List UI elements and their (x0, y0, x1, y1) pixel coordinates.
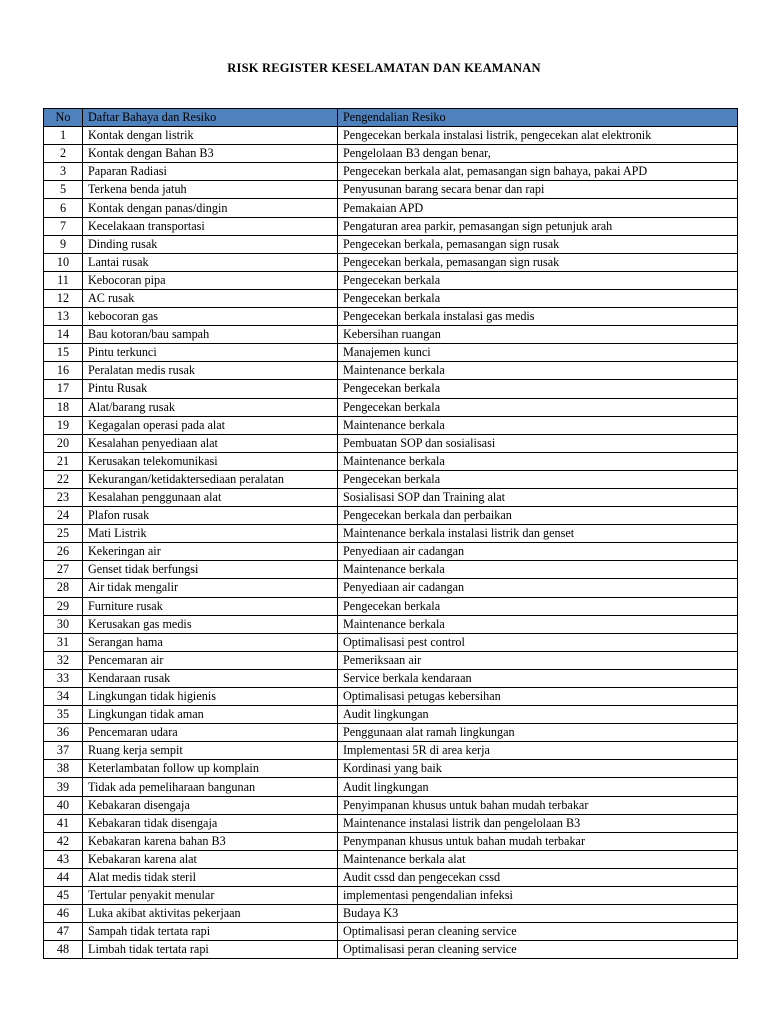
cell-no: 32 (44, 651, 83, 669)
table-row (44, 742, 738, 760)
cell-no: 14 (44, 326, 83, 344)
cell-hazard: Peralatan medis rusak (83, 362, 338, 380)
cell-no: 22 (44, 470, 83, 488)
table-row (44, 724, 738, 742)
cell-control: Pengecekan berkala instalasi listrik, pengecekan alat elektronik (338, 127, 738, 145)
cell-hazard: Mati Listrik (83, 525, 338, 543)
cell-control: Pengaturan area parkir, pemasangan sign petunjuk arah (338, 217, 738, 235)
cell-hazard: Kerusakan telekomunikasi (83, 452, 338, 470)
cell-no: 38 (44, 760, 83, 778)
cell-no: 47 (44, 923, 83, 941)
cell-hazard: Kebocoran pipa (83, 271, 338, 289)
cell-control: Pengecekan berkala, pemasangan sign rusak (338, 235, 738, 253)
table-row (44, 579, 738, 597)
cell-control: Penggunaan alat ramah lingkungan (338, 724, 738, 742)
cell-hazard: Kebakaran disengaja (83, 796, 338, 814)
cell-hazard: Tidak ada pemeliharaan bangunan (83, 778, 338, 796)
table-row (44, 706, 738, 724)
cell-control: Pengecekan berkala dan perbaikan (338, 507, 738, 525)
table-row (44, 796, 738, 814)
cell-no: 25 (44, 525, 83, 543)
cell-hazard: Pintu terkunci (83, 344, 338, 362)
cell-hazard: Lantai rusak (83, 253, 338, 271)
table-row (44, 326, 738, 344)
cell-control: Maintenance berkala (338, 452, 738, 470)
cell-hazard: Kebakaran tidak disengaja (83, 814, 338, 832)
cell-no: 41 (44, 814, 83, 832)
cell-hazard: Kesalahan penyediaan alat (83, 434, 338, 452)
cell-control: Pengecekan berkala (338, 470, 738, 488)
cell-hazard: Lingkungan tidak higienis (83, 688, 338, 706)
cell-no: 6 (44, 199, 83, 217)
cell-hazard: Dinding rusak (83, 235, 338, 253)
cell-no: 28 (44, 579, 83, 597)
table-row (44, 217, 738, 235)
cell-hazard: Kekeringan air (83, 543, 338, 561)
table-row (44, 561, 738, 579)
cell-hazard: Pencemaran air (83, 651, 338, 669)
cell-control: Penyediaan air cadangan (338, 579, 738, 597)
cell-hazard: Ruang kerja sempit (83, 742, 338, 760)
table-row (44, 416, 738, 434)
cell-no: 26 (44, 543, 83, 561)
cell-hazard: Kendaraan rusak (83, 669, 338, 687)
table-row (44, 488, 738, 506)
table-row (44, 543, 738, 561)
table-row (44, 145, 738, 163)
cell-hazard: Kebakaran karena bahan B3 (83, 832, 338, 850)
cell-control: Maintenance berkala alat (338, 850, 738, 868)
cell-hazard: Furniture rusak (83, 597, 338, 615)
cell-control: Pemeriksaan air (338, 651, 738, 669)
cell-hazard: Luka akibat aktivitas pekerjaan (83, 905, 338, 923)
table-row (44, 778, 738, 796)
cell-no: 15 (44, 344, 83, 362)
table-body (44, 127, 738, 959)
cell-control: Maintenance berkala (338, 362, 738, 380)
cell-control: Pengecekan berkala (338, 380, 738, 398)
table-row (44, 398, 738, 416)
cell-no: 21 (44, 452, 83, 470)
cell-control: Optimalisasi pest control (338, 633, 738, 651)
table-row (44, 308, 738, 326)
column-header-control: Pengendalian Resiko (338, 109, 738, 127)
cell-control: implementasi pengendalian infeksi (338, 887, 738, 905)
table-row (44, 651, 738, 669)
cell-no: 10 (44, 253, 83, 271)
cell-no: 46 (44, 905, 83, 923)
cell-hazard: Kontak dengan Bahan B3 (83, 145, 338, 163)
cell-no: 19 (44, 416, 83, 434)
cell-no: 36 (44, 724, 83, 742)
column-header-no: No (44, 109, 83, 127)
table-row (44, 452, 738, 470)
table-row (44, 163, 738, 181)
table-row (44, 507, 738, 525)
cell-control: Pengecekan berkala, pemasangan sign rusak (338, 253, 738, 271)
cell-control: Optimalisasi peran cleaning service (338, 923, 738, 941)
cell-no: 34 (44, 688, 83, 706)
cell-no: 27 (44, 561, 83, 579)
table-row (44, 832, 738, 850)
cell-no: 30 (44, 615, 83, 633)
cell-hazard: Alat/barang rusak (83, 398, 338, 416)
table-row (44, 235, 738, 253)
table-header-row (44, 109, 738, 127)
table-row (44, 380, 738, 398)
cell-no: 7 (44, 217, 83, 235)
table-row (44, 633, 738, 651)
cell-no: 44 (44, 868, 83, 886)
cell-no: 33 (44, 669, 83, 687)
cell-no: 35 (44, 706, 83, 724)
cell-control: Pengecekan berkala (338, 289, 738, 307)
cell-control: Pengecekan berkala (338, 398, 738, 416)
table-row (44, 814, 738, 832)
cell-control: Kordinasi yang baik (338, 760, 738, 778)
cell-control: Optimalisasi petugas kebersihan (338, 688, 738, 706)
page-title: RISK REGISTER KESELAMATAN DAN KEAMANAN (227, 61, 541, 75)
cell-hazard: Kontak dengan listrik (83, 127, 338, 145)
cell-no: 43 (44, 850, 83, 868)
cell-no: 1 (44, 127, 83, 145)
cell-hazard: kebocoran gas (83, 308, 338, 326)
cell-hazard: AC rusak (83, 289, 338, 307)
cell-hazard: Kesalahan penggunaan alat (83, 488, 338, 506)
cell-hazard: Kegagalan operasi pada alat (83, 416, 338, 434)
table-row (44, 760, 738, 778)
table-row (44, 181, 738, 199)
table-row (44, 868, 738, 886)
cell-control: Budaya K3 (338, 905, 738, 923)
table-row (44, 615, 738, 633)
cell-hazard: Paparan Radiasi (83, 163, 338, 181)
table-row (44, 688, 738, 706)
cell-hazard: Pintu Rusak (83, 380, 338, 398)
risk-register-table (43, 108, 738, 959)
table-row (44, 253, 738, 271)
table-row (44, 850, 738, 868)
table-row (44, 597, 738, 615)
cell-control: Maintenance berkala instalasi listrik dan genset (338, 525, 738, 543)
cell-control: Pengecekan berkala (338, 597, 738, 615)
cell-no: 12 (44, 289, 83, 307)
cell-control: Optimalisasi peran cleaning service (338, 941, 738, 959)
cell-control: Audit cssd dan pengecekan cssd (338, 868, 738, 886)
cell-control: Penyediaan air cadangan (338, 543, 738, 561)
cell-hazard: Kontak dengan panas/dingin (83, 199, 338, 217)
table-row (44, 470, 738, 488)
cell-no: 42 (44, 832, 83, 850)
cell-no: 29 (44, 597, 83, 615)
table-row (44, 905, 738, 923)
cell-control: Maintenance berkala (338, 561, 738, 579)
cell-hazard: Pencemaran udara (83, 724, 338, 742)
cell-hazard: Tertular penyakit menular (83, 887, 338, 905)
cell-hazard: Kekurangan/ketidaktersediaan peralatan (83, 470, 338, 488)
cell-no: 45 (44, 887, 83, 905)
table-row (44, 271, 738, 289)
cell-hazard: Sampah tidak tertata rapi (83, 923, 338, 941)
cell-control: Penympanan khusus untuk bahan mudah terbakar (338, 832, 738, 850)
cell-control: Pembuatan SOP dan sosialisasi (338, 434, 738, 452)
column-header-hazard: Daftar Bahaya dan Resiko (83, 109, 338, 127)
cell-no: 48 (44, 941, 83, 959)
cell-no: 16 (44, 362, 83, 380)
table-row (44, 525, 738, 543)
cell-hazard: Bau kotoran/bau sampah (83, 326, 338, 344)
cell-control: Maintenance berkala (338, 416, 738, 434)
cell-control: Audit lingkungan (338, 778, 738, 796)
cell-no: 20 (44, 434, 83, 452)
cell-control: Penyusunan barang secara benar dan rapi (338, 181, 738, 199)
cell-no: 23 (44, 488, 83, 506)
cell-control: Pengecekan berkala instalasi gas medis (338, 308, 738, 326)
cell-hazard: Kebakaran karena alat (83, 850, 338, 868)
cell-no: 24 (44, 507, 83, 525)
cell-control: Audit lingkungan (338, 706, 738, 724)
cell-control: Manajemen kunci (338, 344, 738, 362)
cell-no: 37 (44, 742, 83, 760)
table-row (44, 344, 738, 362)
cell-hazard: Plafon rusak (83, 507, 338, 525)
cell-hazard: Lingkungan tidak aman (83, 706, 338, 724)
table-row (44, 434, 738, 452)
table-row (44, 362, 738, 380)
cell-control: Service berkala kendaraan (338, 669, 738, 687)
cell-no: 11 (44, 271, 83, 289)
table-row (44, 941, 738, 959)
table-row (44, 289, 738, 307)
cell-no: 5 (44, 181, 83, 199)
cell-hazard: Kecelakaan transportasi (83, 217, 338, 235)
cell-control: Pengelolaan B3 dengan benar, (338, 145, 738, 163)
cell-control: Penyimpanan khusus untuk bahan mudah terbakar (338, 796, 738, 814)
table-row (44, 887, 738, 905)
cell-no: 31 (44, 633, 83, 651)
table-row (44, 923, 738, 941)
cell-hazard: Terkena benda jatuh (83, 181, 338, 199)
cell-control: Pengecekan berkala (338, 271, 738, 289)
cell-control: Pengecekan berkala alat, pemasangan sign bahaya, pakai APD (338, 163, 738, 181)
cell-hazard: Serangan hama (83, 633, 338, 651)
table-row (44, 669, 738, 687)
cell-no: 40 (44, 796, 83, 814)
cell-hazard: Keterlambatan follow up komplain (83, 760, 338, 778)
cell-no: 2 (44, 145, 83, 163)
cell-hazard: Genset tidak berfungsi (83, 561, 338, 579)
cell-control: Implementasi 5R di area kerja (338, 742, 738, 760)
cell-no: 9 (44, 235, 83, 253)
cell-no: 18 (44, 398, 83, 416)
cell-control: Maintenance instalasi listrik dan pengelolaan B3 (338, 814, 738, 832)
cell-hazard: Alat medis tidak steril (83, 868, 338, 886)
cell-hazard: Air tidak mengalir (83, 579, 338, 597)
cell-control: Sosialisasi SOP dan Training alat (338, 488, 738, 506)
cell-hazard: Kerusakan gas medis (83, 615, 338, 633)
cell-control: Kebersihan ruangan (338, 326, 738, 344)
table-row (44, 127, 738, 145)
cell-no: 39 (44, 778, 83, 796)
cell-no: 3 (44, 163, 83, 181)
cell-control: Maintenance berkala (338, 615, 738, 633)
cell-hazard: Limbah tidak tertata rapi (83, 941, 338, 959)
table-row (44, 199, 738, 217)
cell-no: 17 (44, 380, 83, 398)
cell-control: Pemakaian APD (338, 199, 738, 217)
cell-no: 13 (44, 308, 83, 326)
